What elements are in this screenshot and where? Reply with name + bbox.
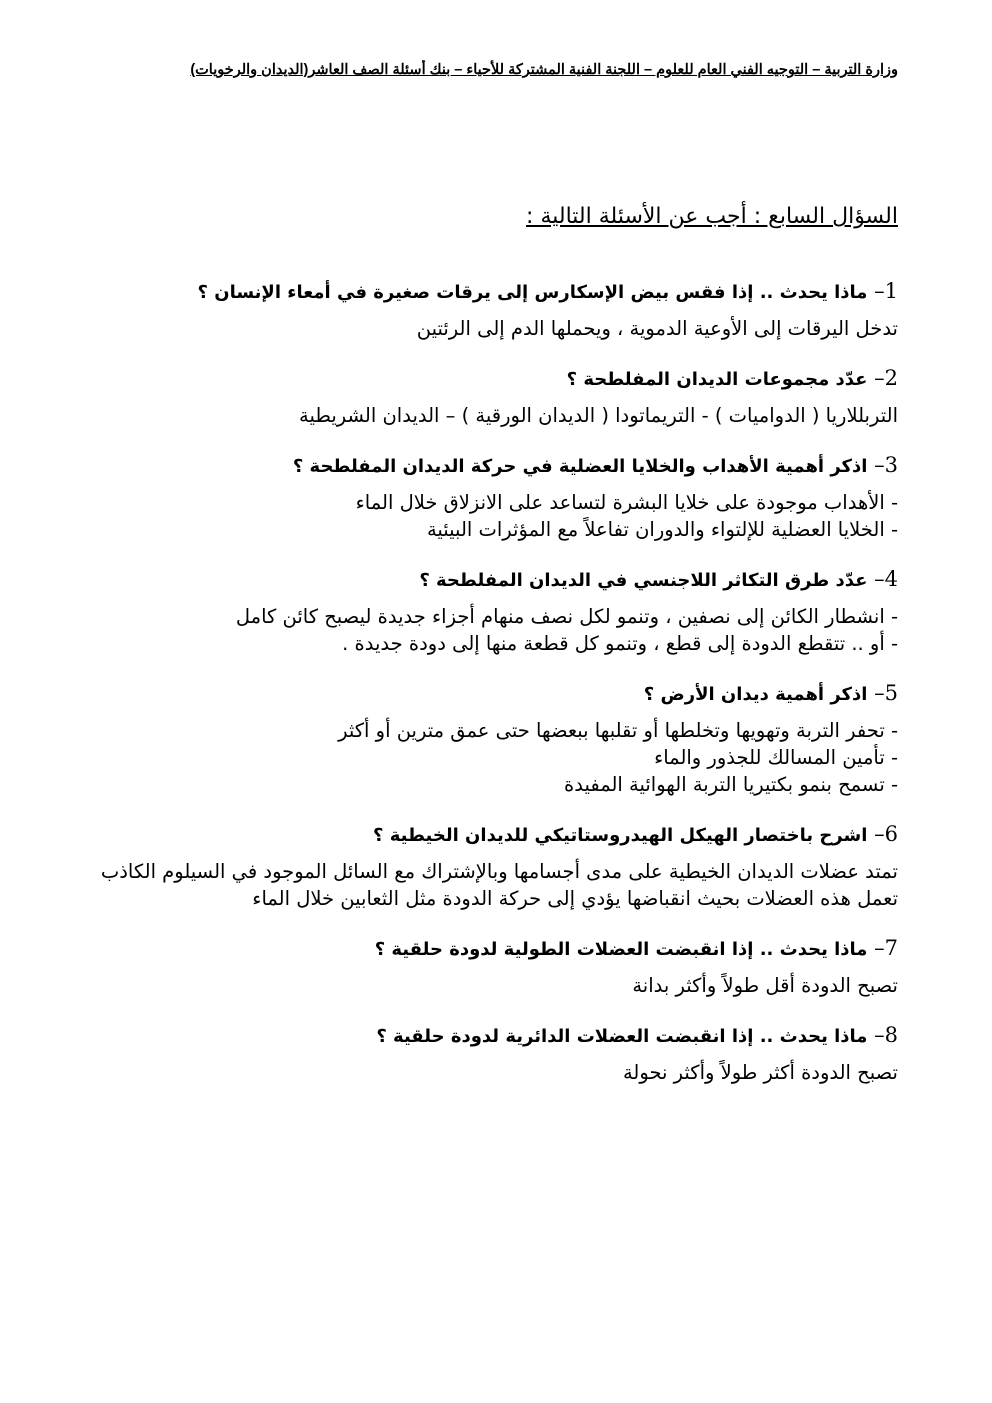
question-1	[94, 277, 898, 342]
question-text: ماذا يحدث .. إذا انقبضت العضلات الدائرية لدودة حلقية ؟	[376, 1026, 868, 1047]
answer-line: تدخل اليرقات إلى الأوعية الدموية ، ويحملها الدم إلى الرئتين	[416, 317, 898, 340]
question-number: 4	[884, 567, 898, 591]
question-3	[94, 451, 898, 543]
answer	[94, 315, 898, 342]
question-prompt: 7– ماذا يحدث .. إذا انقبضت العضلات الطولية لدودة حلقية ؟	[374, 936, 898, 960]
section-title: السؤال السابع : أجب عن الأسئلة التالية :	[526, 204, 898, 229]
question-4	[94, 565, 898, 657]
page-header: وزارة التربية – التوجيه الفني العام للعلوم – اللجنة الفنية المشتركة للأحياء – بنك أسئلة الصف العاشر(الديدان والرخويات)	[190, 62, 898, 78]
question-prompt: 5– اذكر أهمية ديدان الأرض ؟	[643, 681, 898, 705]
answer	[94, 489, 898, 543]
answer-line: التربللاريا ( الدواميات ) - التريماتودا ( الديدان الورقية ) – الديدان الشريطية	[299, 404, 898, 427]
question-2	[94, 364, 898, 429]
question-8	[94, 1021, 898, 1086]
answer	[94, 402, 898, 429]
question-6	[94, 820, 898, 912]
question-number: 5	[884, 681, 898, 705]
answer	[94, 717, 898, 798]
question-7	[94, 934, 898, 999]
question-text: عدّد طرق التكاثر اللاجنسي في الديدان المفلطحة ؟	[419, 570, 868, 591]
answer-line: - انشطار الكائن إلى نصفين ، وتنمو لكل نصف منهام أجزاء جديدة ليصبح كائن كامل	[235, 605, 898, 628]
question-text: عدّد مجموعات الديدان المفلطحة ؟	[566, 369, 868, 390]
question-prompt: 3– اذكر أهمية الأهداب والخلايا العضلية في حركة الديدان المفلطحة ؟	[292, 453, 898, 477]
answer-line: - تأمين المسالك للجذور والماء	[654, 746, 898, 769]
question-text: ماذا يحدث .. إذا فقس بيض الإسكارس إلى يرقات صغيرة في أمعاء الإنسان ؟	[197, 282, 868, 303]
answer-paragraph: تمتد عضلات الديدان الخيطية على مدى أجسامها وبالإشتراك مع السائل الموجود في السيلوم الكاذب تعمل هذه العضلات بحيث انقباضها يؤدي إلى حركة الدودة مثل الثعابين خلال الماء	[100, 860, 898, 910]
answer	[94, 972, 898, 999]
question-prompt: 1– ماذا يحدث .. إذا فقس بيض الإسكارس إلى يرقات صغيرة في أمعاء الإنسان ؟	[197, 279, 898, 303]
answer	[94, 603, 898, 657]
question-text: اذكر أهمية الأهداب والخلايا العضلية في حركة الديدان المفلطحة ؟	[292, 456, 868, 477]
answer-line: - تسمح بنمو بكتيريا التربة الهوائية المفيدة	[564, 773, 898, 796]
question-prompt: 8– ماذا يحدث .. إذا انقبضت العضلات الدائرية لدودة حلقية ؟	[376, 1023, 898, 1047]
answer	[94, 1059, 898, 1086]
question-5	[94, 679, 898, 798]
answer-line: تصبح الدودة أكثر طولاً وأكثر نحولة	[622, 1061, 898, 1084]
answer-line: - الأهداب موجودة على خلايا البشرة لتساعد على الانزلاق خلال الماء	[355, 491, 898, 514]
question-prompt: 2– عدّد مجموعات الديدان المفلطحة ؟	[566, 366, 898, 390]
question-number: 2	[884, 366, 898, 390]
question-text: اذكر أهمية ديدان الأرض ؟	[643, 684, 868, 705]
question-number: 7	[884, 936, 898, 960]
answer-line: - أو .. تتقطع الدودة إلى قطع ، وتنمو كل قطعة منها إلى دودة جديدة .	[342, 632, 898, 655]
question-prompt: 6– اشرح باختصار الهيكل الهيدروستاتيكي للديدان الخيطية ؟	[373, 822, 898, 846]
answer-line: - تحفر التربة وتهويها وتخلطها أو تقلبها ببعضها حتى عمق مترين أو أكثر	[338, 719, 898, 742]
answer	[92, 858, 898, 912]
question-text: ماذا يحدث .. إذا انقبضت العضلات الطولية لدودة حلقية ؟	[374, 939, 868, 960]
question-number: 1	[884, 279, 898, 303]
question-number: 8	[884, 1023, 898, 1047]
question-number: 6	[884, 822, 898, 846]
questions-list	[94, 277, 898, 1108]
question-text: اشرح باختصار الهيكل الهيدروستاتيكي للديدان الخيطية ؟	[373, 825, 868, 846]
question-prompt: 4– عدّد طرق التكاثر اللاجنسي في الديدان المفلطحة ؟	[419, 567, 898, 591]
answer-line: - الخلايا العضلية للإلتواء والدوران تفاعلاً مع المؤثرات البيئية	[426, 518, 898, 541]
answer-line: تصبح الدودة أقل طولاً وأكثر بدانة	[632, 974, 898, 997]
question-number: 3	[884, 453, 898, 477]
